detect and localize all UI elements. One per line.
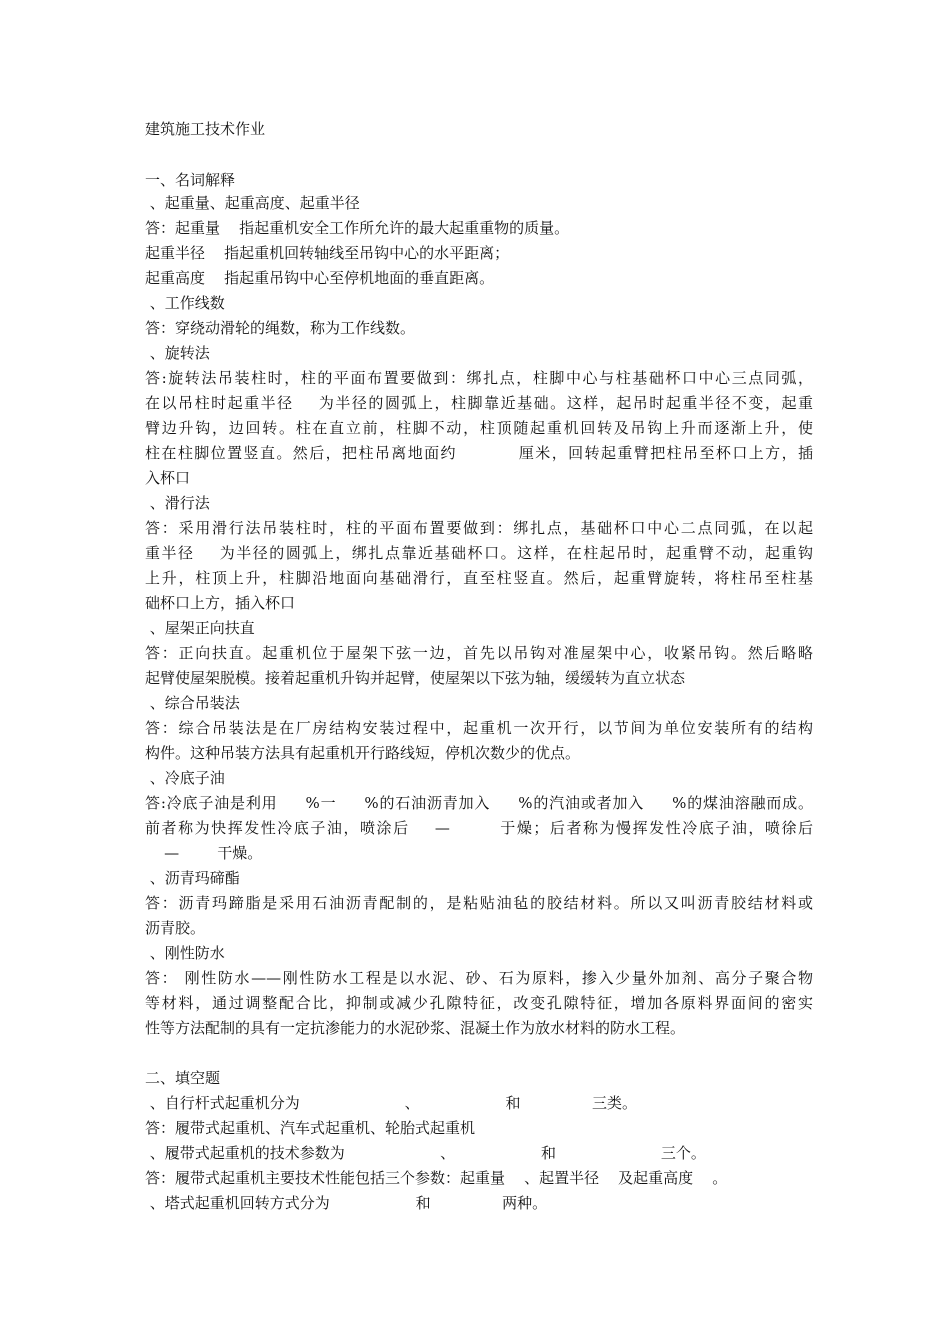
answer-line: — 干燥。 <box>145 844 263 862</box>
answer-line: 答:旋转法吊装柱时，柱的平面布置要做到：绑扎点，柱脚中心与柱基础杯口中心三点同弧， <box>145 369 813 387</box>
answer-line: 起重高度 指起重吊钩中心至停机地面的垂直距离。 <box>145 269 495 287</box>
answer-line: 沥青胶。 <box>145 919 206 937</box>
answer-line: 答：穿绕动滑轮的绳数，称为工作线数。 <box>145 319 416 337</box>
answer-line: 性等方法配制的具有一定抗渗能力的水泥砂浆、混凝土作为放水材料的防水工程。 <box>145 1019 686 1037</box>
answer-line: 入杯口 <box>145 469 191 487</box>
answer-line: 构件。这种吊装方法具有起重机开行路线短，停机次数少的优点。 <box>145 744 581 762</box>
question-line: 、刚性防水 <box>145 944 225 962</box>
question-line: 、滑行法 <box>145 494 210 512</box>
question-line: 、自行杆式起重机分为 、 和 三类。 <box>145 1094 638 1112</box>
question-line: 、工作线数 <box>145 294 225 312</box>
answer-line: 答：履带式起重机主要技术性能包括三个参数：起重量 、起置半径 及起重高度 。 <box>145 1169 728 1187</box>
section-heading: 一、名词解释 <box>145 171 236 189</box>
question-line: 、沥青玛碲酯 <box>145 869 240 887</box>
answer-line: 在以吊柱时起重半径 为半径的圆弧上，柱脚靠近基础。这样，起吊时起重半径不变，起重 <box>145 394 813 412</box>
section-heading: 二、填空题 <box>145 1069 221 1087</box>
answer-line: 答：采用滑行法吊装柱时，柱的平面布置要做到：绑扎点，基础杯口中心二点同弧，在以起 <box>145 519 813 537</box>
answer-line: 臂边升钩，边回转。柱在直立前，柱脚不动，柱顶随起重机回转及吊钩上升而逐渐上升，使 <box>145 419 813 437</box>
answer-line: 答:冷底子油是利用 %一 %的石油沥青加入 %的汽油或者加入 %的煤油溶融而成。 <box>145 794 813 812</box>
answer-line: 答：起重量 指起重机安全工作所允许的最大起重重物的质量。 <box>145 219 570 237</box>
question-line: 、起重量、起重高度、起重半径 <box>145 194 360 212</box>
question-line: 、综合吊装法 <box>145 694 240 712</box>
answer-line: 答：正向扶直。起重机位于屋架下弦一边，首先以吊钩对准屋架中心，收紧吊钩。然后略略 <box>145 644 813 662</box>
answer-line: 等材料，通过调整配合比，抑制或减少孔隙特征，改变孔隙特征，增加各原料界面间的密实 <box>145 994 813 1012</box>
question-line: 、冷底子油 <box>145 769 225 787</box>
question-line: 、塔式起重机回转方式分为 和 两种。 <box>145 1194 548 1212</box>
answer-line: 答：沥青玛蹄脂是采用石油沥青配制的，是粘贴油毡的胶结材料。所以又叫沥青胶结材料或 <box>145 894 813 912</box>
answer-line: 前者称为快挥发性冷底子油，喷涂后 — 于燥；后者称为慢挥发性冷底子油，喷徐后 <box>145 819 813 837</box>
question-line: 、履带式起重机的技术参数为 、 和 三个。 <box>145 1144 706 1162</box>
answer-line: 起重半径 指起重机回转轴线至吊钩中心的水平距离； <box>145 244 510 262</box>
answer-line: 起臂使屋架脱模。接着起重机升钩并起臂，使屋架以下弦为轴，缓缓转为直立状态 <box>145 669 686 687</box>
answer-line: 重半径 为半径的圆弧上，绑扎点靠近基础杯口。这样，在柱起吊时，起重臂不动，起重钩 <box>145 544 813 562</box>
answer-line: 上升，柱顶上升，柱脚沿地面向基础滑行，直至柱竖直。然后，起重臂旋转，将柱吊至柱基 <box>145 569 813 587</box>
answer-line: 答：综合吊装法是在厂房结构安装过程中，起重机一次开行，以节间为单位安装所有的结构 <box>145 719 813 737</box>
question-line: 、屋架正向扶直 <box>145 619 255 637</box>
answer-line: 础杯口上方，插入杯口 <box>145 594 296 612</box>
answer-line: 答：履带式起重机、汽车式起重机、轮胎式起重机 <box>145 1119 476 1137</box>
answer-line: 柱在柱脚位置竖直。然后，把柱吊离地面约 厘米，回转起重臂把柱吊至杯口上方，插 <box>145 444 813 462</box>
question-line: 、旋转法 <box>145 344 210 362</box>
document-title: 建筑施工技术作业 <box>145 120 266 138</box>
answer-line: 答： 刚性防水——刚性防水工程是以水泥、砂、石为原料，掺入少量外加剂、高分子聚合物 <box>145 969 813 987</box>
